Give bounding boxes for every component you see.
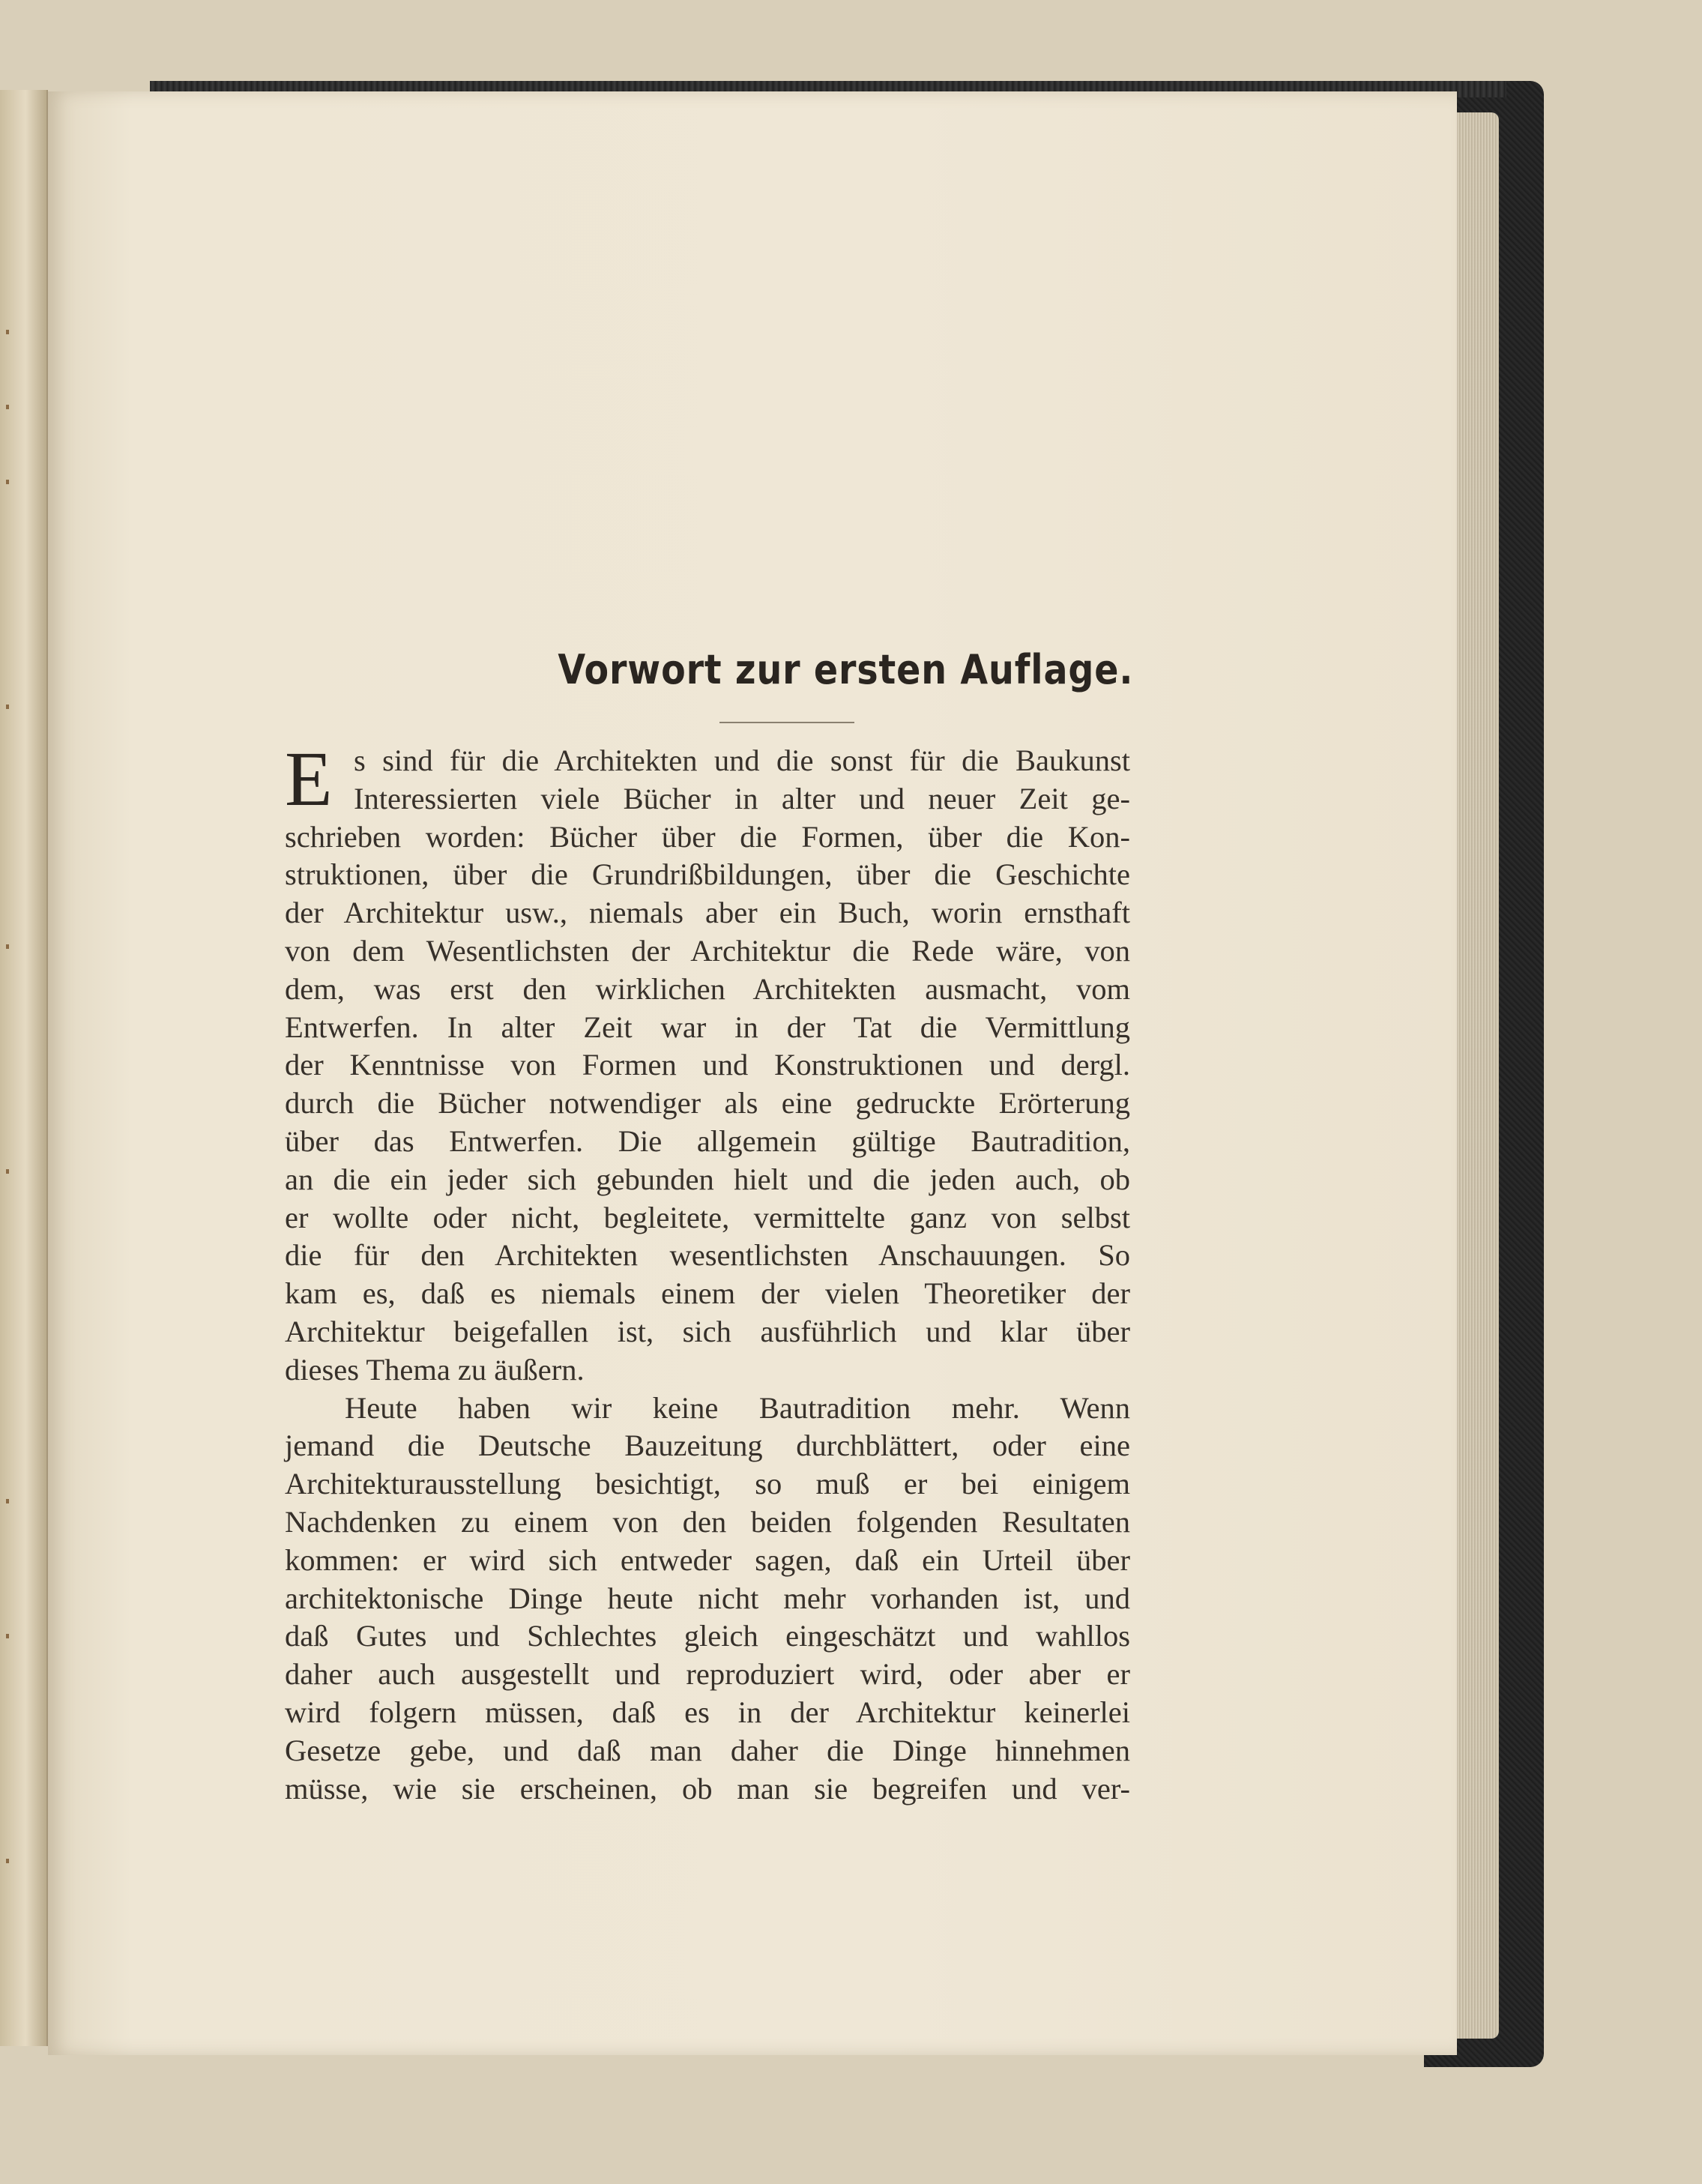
text-line: schrieben worden: Bücher über die Formen, über die Kon-	[285, 819, 1130, 854]
binding-mark	[6, 330, 9, 334]
binding-mark	[6, 1859, 9, 1863]
text-line: architektonische Dinge heute nicht mehr vorhanden ist, und	[285, 1581, 1130, 1615]
text-line: daß Gutes und Schlechtes gleich eingeschätzt und wahllos	[285, 1619, 1130, 1653]
text-line: müsse, wie sie erscheinen, ob man sie begreifen und ver-	[285, 1771, 1130, 1806]
text-line: über das Entwerfen. Die allgemein gültige Bautradition,	[285, 1123, 1130, 1158]
text-line: er wollte oder nicht, begleitete, vermittelte ganz von selbst	[285, 1200, 1130, 1234]
text-line: Heute haben wir keine Bautradition mehr. Wenn	[345, 1390, 1130, 1425]
text-line: Gesetze gebe, und daß man daher die Dinge hinnehmen	[285, 1733, 1130, 1767]
text-line: dem, was erst den wirklichen Architekten ausmacht, vom	[285, 971, 1130, 1006]
text-line: an die ein jeder sich gebunden hielt und die jeden auch, ob	[285, 1162, 1130, 1196]
binding-mark	[6, 480, 9, 484]
text-line: daher auch ausgestellt und reproduziert wird, oder aber er	[285, 1657, 1130, 1692]
binding-mark	[6, 405, 9, 409]
text-line: dieses Thema zu äußern.	[285, 1352, 585, 1387]
text-line: Entwerfen. In alter Zeit war in der Tat die Vermittlung	[285, 1010, 1130, 1044]
text-line: jemand die Deutsche Bauzeitung durchblättert, oder eine	[285, 1429, 1130, 1463]
text-line: von dem Wesentlichsten der Architektur die Rede wäre, von	[285, 933, 1130, 968]
title-rule	[719, 722, 854, 723]
text-line: wird folgern müssen, daß es in der Architektur keinerlei	[285, 1695, 1130, 1729]
text-line: Interessierten viele Bücher in alter und neuer Zeit ge-	[354, 781, 1130, 815]
text-line: Nachdenken zu einem von den beiden folgenden Resultaten	[285, 1504, 1130, 1539]
text-line: Architektur beigefallen ist, sich ausführlich und klar über	[285, 1314, 1130, 1348]
drop-cap: E	[285, 736, 333, 822]
binding-mark	[6, 705, 9, 709]
text-line: durch die Bücher notwendiger als eine gedruckte Erörterung	[285, 1086, 1130, 1120]
previous-page-edge	[0, 90, 48, 2046]
binding-mark	[6, 1169, 9, 1174]
text-line: struktionen, über die Grundrißbildungen, über die Geschichte	[285, 857, 1130, 892]
chapter-title: Vorwort zur ersten Auflage.	[558, 646, 1134, 693]
text-line: kommen: er wird sich entweder sagen, daß ein Urteil über	[285, 1542, 1130, 1577]
body-text	[285, 736, 1130, 1808]
text-line: kam es, daß es niemals einem der vielen Theoretiker der	[285, 1276, 1130, 1311]
text-line: Architekturausstellung besichtigt, so muß er bei einigem	[285, 1467, 1130, 1501]
binding-mark	[6, 1634, 9, 1638]
text-line: s sind für die Architekten und die sonst für die Baukunst	[354, 743, 1130, 777]
binding-mark	[6, 944, 9, 949]
text-line: der Kenntnisse von Formen und Konstruktionen und dergl.	[285, 1048, 1130, 1082]
text-line: die für den Architekten wesentlichsten Anschauungen. So	[285, 1238, 1130, 1273]
binding-mark	[6, 1499, 9, 1503]
text-line: der Architektur usw., niemals aber ein Buch, worin ernsthaft	[285, 896, 1130, 930]
